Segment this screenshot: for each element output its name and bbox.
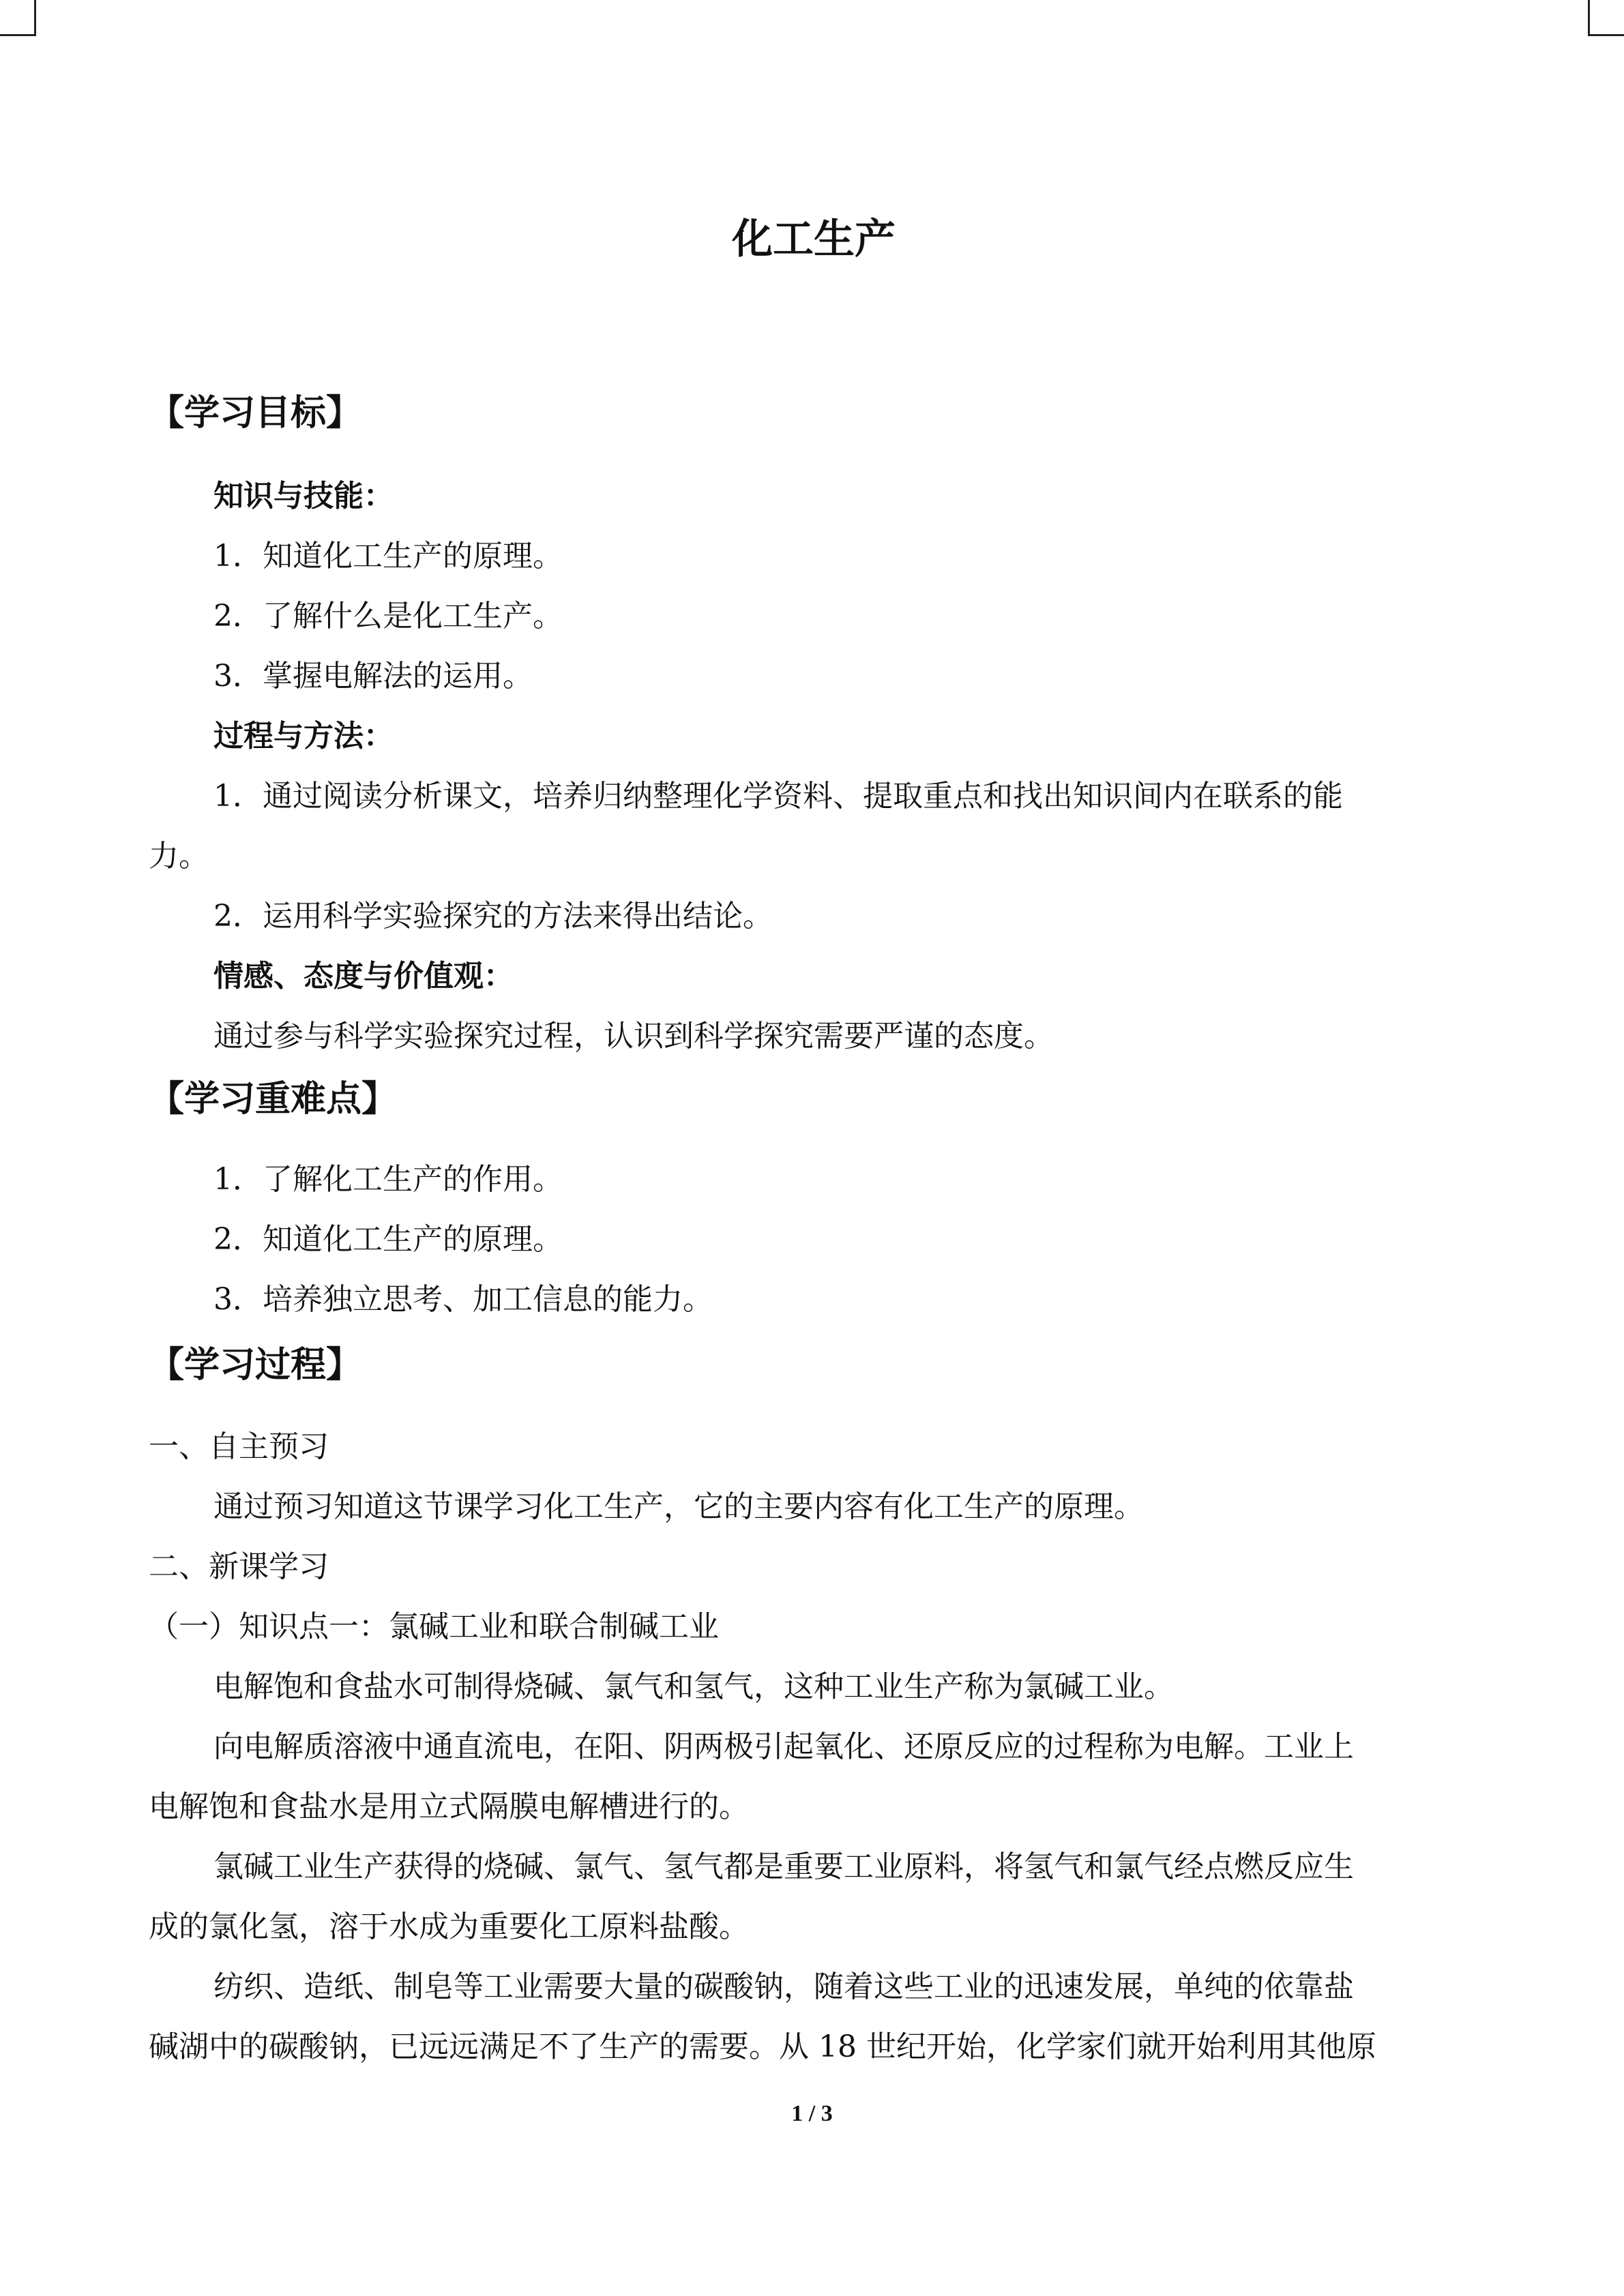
page-number: 1 / 3	[791, 2101, 833, 2126]
crop-mark-top-right	[1588, 0, 1624, 36]
paragraph-3-line2: 成的氯化氢，溶于水成为重要化工原料盐酸。	[149, 1909, 749, 1944]
learning-process-heading: 【学习过程】	[149, 1345, 362, 1386]
key-points-heading: 【学习重难点】	[149, 1079, 398, 1120]
objectives-heading: 【学习目标】	[149, 393, 362, 434]
process-item-2: 2．运用科学实验探究的方法来得出结论。	[213, 899, 773, 934]
process-item-1-line1: 1．通过阅读分析课文，培养归纳整理化学资料、提取重点和找出知识间内在联系的能	[213, 779, 1343, 814]
paragraph-4-line1: 纺织、造纸、制皂等工业需要大量的碳酸钠，随着这些工业的迅速发展，单纯的依靠盐	[213, 1969, 1354, 2004]
process-label: 过程与方法：	[213, 719, 394, 754]
key-point-item-1: 1．了解化工生产的作用。	[213, 1162, 563, 1197]
preview-title: 一、自主预习	[149, 1429, 329, 1464]
preview-text: 通过预习知道这节课学习化工生产，它的主要内容有化工生产的原理。	[213, 1489, 1144, 1524]
document-title: 化工生产	[732, 215, 896, 263]
paragraph-2-line2: 电解饱和食盐水是用立式隔膜电解槽进行的。	[149, 1789, 749, 1824]
paragraph-1: 电解饱和食盐水可制得烧碱、氯气和氢气，这种工业生产称为氯碱工业。	[213, 1669, 1174, 1704]
new-lesson-title: 二、新课学习	[149, 1549, 329, 1584]
key-point-item-3: 3．培养独立思考、加工信息的能力。	[213, 1282, 713, 1317]
knowledge-item-1: 1．知道化工生产的原理。	[213, 539, 563, 573]
knowledge-item-3: 3．掌握电解法的运用。	[213, 659, 533, 694]
knowledge-label: 知识与技能：	[213, 479, 394, 513]
knowledge-point-1-title: （一）知识点一：氯碱工业和联合制碱工业	[149, 1609, 719, 1644]
key-point-item-2: 2．知道化工生产的原理。	[213, 1222, 563, 1257]
paragraph-3-line1: 氯碱工业生产获得的烧碱、氯气、氢气都是重要工业原料，将氢气和氯气经点燃反应生	[213, 1849, 1354, 1884]
crop-mark-top-left	[0, 0, 36, 36]
paragraph-2-line1: 向电解质溶液中通直流电，在阳、阴两极引起氧化、还原反应的过程称为电解。工业上	[213, 1729, 1354, 1764]
process-item-1-line2: 力。	[149, 839, 209, 874]
knowledge-item-2: 2．了解什么是化工生产。	[213, 599, 563, 633]
paragraph-4-line2: 碱湖中的碳酸钠，已远远满足不了生产的需要。从 18 世纪开始，化学家们就开始利用其他原	[149, 2029, 1376, 2064]
emotion-text: 通过参与科学实验探究过程，认识到科学探究需要严谨的态度。	[213, 1019, 1054, 1054]
emotion-label: 情感、态度与价值观：	[213, 959, 514, 994]
